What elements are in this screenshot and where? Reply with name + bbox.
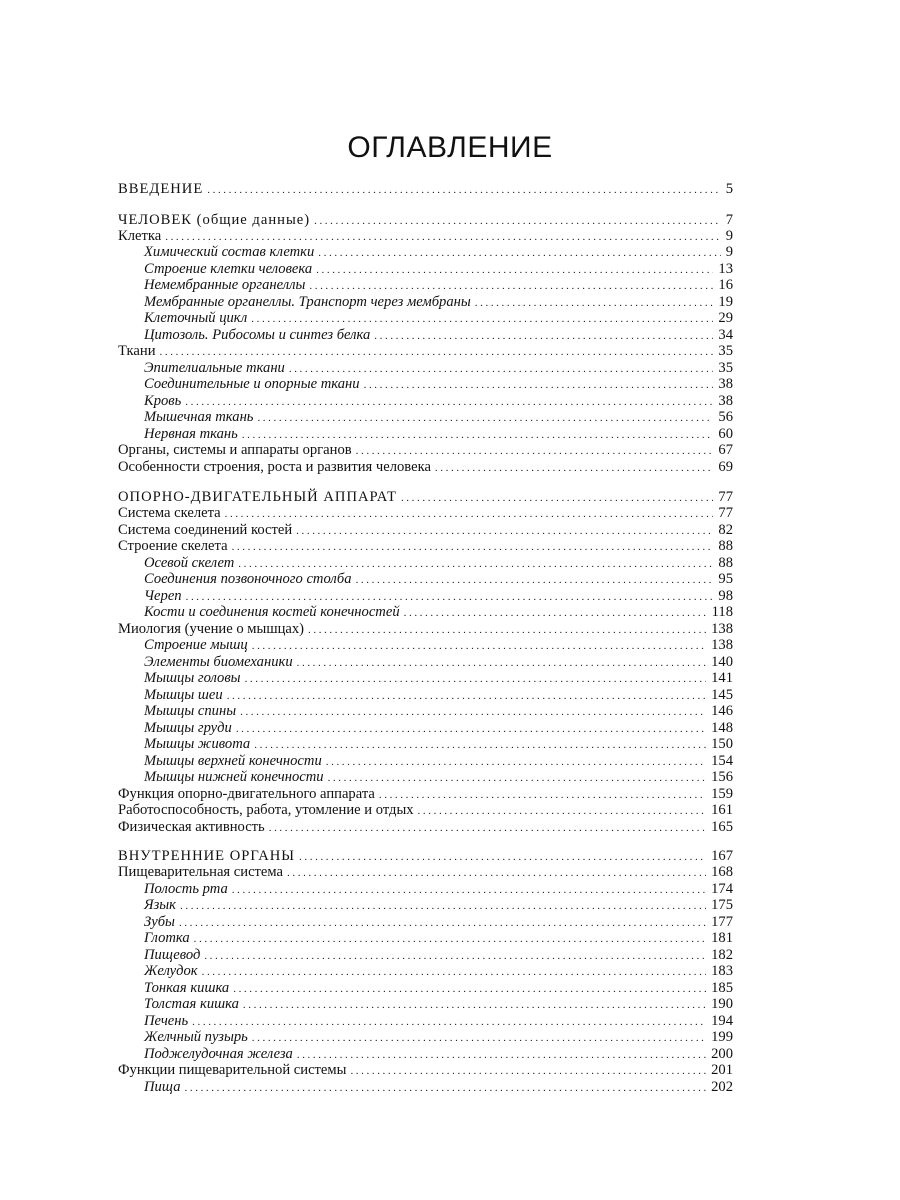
toc-entry-page: 150	[711, 736, 733, 752]
toc-subentry[interactable]	[0, 897, 733, 914]
dot-leader	[257, 410, 713, 427]
toc-entry-label: Мембранные органеллы. Транспорт через мембраны	[144, 294, 471, 310]
toc-entry-page: 60	[718, 426, 733, 442]
toc-entry-label: Пищевод	[144, 947, 201, 963]
toc-entry-label: Система соединений костей	[118, 522, 293, 538]
dot-leader	[309, 278, 713, 295]
toc-subentry[interactable]	[0, 588, 733, 605]
toc-entry-label: Строение скелета	[118, 538, 228, 554]
toc-entry-page: 38	[718, 393, 733, 409]
toc-entry[interactable]	[0, 343, 733, 360]
dot-leader	[254, 737, 706, 754]
dot-leader	[240, 704, 706, 721]
toc-subentry[interactable]	[0, 881, 733, 898]
toc-subentry[interactable]	[0, 376, 733, 393]
toc-subentry[interactable]	[0, 654, 733, 671]
toc-entry-label: Физическая активность	[118, 819, 265, 835]
toc-subentry[interactable]	[0, 426, 733, 443]
toc-entry-label: Печень	[144, 1013, 189, 1029]
toc-entry-page: 29	[718, 310, 733, 326]
toc-subentry[interactable]	[0, 555, 733, 572]
page-title: ОГЛАВЛЕНИЕ	[347, 131, 553, 164]
toc-subentry[interactable]	[0, 277, 733, 294]
toc-subentry[interactable]	[0, 571, 733, 588]
toc-entry-label: Желудок	[144, 963, 198, 979]
dot-leader	[232, 539, 714, 556]
toc-entry-label: Немембранные органеллы	[144, 277, 306, 293]
toc-subentry[interactable]	[0, 360, 733, 377]
toc-entry-page: 34	[718, 327, 733, 343]
toc-subentry[interactable]	[0, 393, 733, 410]
toc-entry-page: 88	[718, 538, 733, 554]
dot-leader	[185, 1080, 707, 1097]
toc-entry[interactable]	[0, 459, 733, 476]
toc-entry-page: 118	[711, 604, 733, 620]
toc-entry-label: Клетка	[118, 228, 162, 244]
toc-entry-label: Соединительные и опорные ткани	[144, 376, 360, 392]
toc-subentry[interactable]	[0, 670, 733, 687]
toc-entry-label: ОПОРНО-ДВИГАТЕЛЬНЫЙ АППАРАТ	[118, 489, 397, 505]
toc-entry-label: Мышцы головы	[144, 670, 241, 686]
toc-entry-label: Осевой скелет	[144, 555, 235, 571]
toc-subentry[interactable]	[0, 310, 733, 327]
dot-leader	[356, 443, 714, 460]
toc-subentry[interactable]	[0, 1079, 733, 1096]
toc-entry-label: Строение клетки человека	[144, 261, 313, 277]
toc-entry-page: 159	[711, 786, 733, 802]
toc-entry-page: 138	[711, 621, 733, 637]
toc-entry[interactable]	[0, 505, 733, 522]
toc-subentry[interactable]	[0, 947, 733, 964]
toc-entry-label: Кости и соединения костей конечностей	[144, 604, 400, 620]
dot-leader	[243, 997, 706, 1014]
toc-entry-section[interactable]	[0, 181, 733, 198]
toc-entry-label: ЧЕЛОВЕК (общие данные)	[118, 212, 311, 228]
dot-leader	[225, 506, 714, 523]
toc-entry-label: Кровь	[144, 393, 182, 409]
toc-entry-label: Мышцы верхней конечности	[144, 753, 322, 769]
toc-subentry[interactable]	[0, 1046, 733, 1063]
dot-leader	[180, 898, 706, 915]
toc-entry-label: Функции пищеварительной системы	[118, 1062, 347, 1078]
toc-entry-page: 183	[711, 963, 733, 979]
toc-entry-label: Строение мышц	[144, 637, 248, 653]
dot-leader	[364, 377, 714, 394]
toc-subentry[interactable]	[0, 703, 733, 720]
toc-subentry[interactable]	[0, 1029, 733, 1046]
toc-entry-section[interactable]	[0, 848, 733, 865]
toc-subentry[interactable]	[0, 261, 733, 278]
toc-entry-page: 167	[711, 848, 733, 864]
toc-entry[interactable]	[0, 786, 733, 803]
toc-entry[interactable]	[0, 819, 733, 836]
toc-entry-page: 67	[718, 442, 733, 458]
toc-entry-page: 35	[718, 343, 733, 359]
toc-entry-label: Цитозоль. Рибосомы и синтез белка	[144, 327, 371, 343]
toc-entry-label: Тонкая кишка	[144, 980, 230, 996]
toc-entry-label: Желчный пузырь	[144, 1029, 248, 1045]
toc-subentry[interactable]	[0, 687, 733, 704]
toc-subentry[interactable]	[0, 914, 733, 931]
toc-entry-page: 98	[718, 588, 733, 604]
dot-leader	[328, 770, 707, 787]
toc-entry[interactable]	[0, 228, 733, 245]
toc-subentry[interactable]	[0, 769, 733, 786]
toc-entry-label: Миология (учение о мышцах)	[118, 621, 305, 637]
toc-entry-page: 146	[711, 703, 733, 719]
toc-entry-label: Соединения позвоночного столба	[144, 571, 352, 587]
toc-entry[interactable]	[0, 864, 733, 881]
toc-subentry[interactable]	[0, 980, 733, 997]
dot-leader	[160, 344, 714, 361]
toc-entry-page: 165	[711, 819, 733, 835]
toc-entry-page: 19	[718, 294, 733, 310]
toc-entry-page: 13	[718, 261, 733, 277]
toc-entry-label: Эпителиальные ткани	[144, 360, 285, 376]
toc-entry-page: 77	[718, 505, 733, 521]
toc-entry-page: 202	[711, 1079, 733, 1095]
toc-entry-page: 148	[711, 720, 733, 736]
toc-entry-label: Особенности строения, роста и развития человека	[118, 459, 431, 475]
toc-entry-page: 190	[711, 996, 733, 1012]
toc-entry-page: 201	[711, 1062, 733, 1078]
toc-subentry[interactable]	[0, 294, 733, 311]
toc-subentry[interactable]	[0, 753, 733, 770]
toc-entry-label: Нервная ткань	[144, 426, 238, 442]
toc-entry-label: Мышцы спины	[144, 703, 237, 719]
toc-entry[interactable]	[0, 442, 733, 459]
toc-entry-label: Пища	[144, 1079, 181, 1095]
dot-leader	[356, 572, 714, 589]
toc-entry-page: 200	[711, 1046, 733, 1062]
dot-leader	[269, 820, 706, 837]
toc-entry[interactable]	[0, 538, 733, 555]
toc-entry-label: Мышцы груди	[144, 720, 232, 736]
toc-entry-page: 156	[711, 769, 733, 785]
dot-leader	[245, 671, 707, 688]
dot-leader	[435, 460, 713, 477]
toc-entry-label: Мышцы шеи	[144, 687, 223, 703]
toc-entry[interactable]	[0, 1062, 733, 1079]
toc-entry-page: 9	[725, 228, 733, 244]
dot-leader	[318, 245, 720, 262]
toc-entry-page: 141	[711, 670, 733, 686]
toc-entry-label: Толстая кишка	[144, 996, 239, 1012]
toc-subentry[interactable]	[0, 327, 733, 344]
toc-entry-label: Элементы биомеханики	[144, 654, 293, 670]
dot-leader	[287, 865, 706, 882]
toc-subentry[interactable]	[0, 720, 733, 737]
toc-entry-page: 38	[718, 376, 733, 392]
toc-entry-page: 77	[718, 489, 733, 505]
toc-entry[interactable]	[0, 802, 733, 819]
toc-entry-label: Глотка	[144, 930, 190, 946]
toc-entry-label: Пищеварительная система	[118, 864, 284, 880]
dot-leader	[404, 605, 707, 622]
toc-entry-label: Функция опорно-двигательного аппарата	[118, 786, 375, 802]
dot-leader	[350, 1063, 706, 1080]
toc-entry-page: 182	[711, 947, 733, 963]
toc-entry-page: 7	[725, 212, 733, 228]
toc-entry-page: 9	[725, 244, 733, 260]
toc-entry-page: 154	[711, 753, 733, 769]
toc-entry-page: 88	[718, 555, 733, 571]
toc-entry-label: Органы, системы и аппараты органов	[118, 442, 352, 458]
dot-leader	[252, 638, 706, 655]
toc-subentry[interactable]	[0, 930, 733, 947]
toc-entry-label: Мышцы живота	[144, 736, 251, 752]
toc-entry-label: ВВЕДЕНИЕ	[118, 181, 204, 197]
toc-subentry[interactable]	[0, 637, 733, 654]
toc-entry-label: Мышечная ткань	[144, 409, 254, 425]
toc-subentry[interactable]	[0, 996, 733, 1013]
toc-entry-page: 82	[718, 522, 733, 538]
dot-leader	[194, 931, 706, 948]
toc-entry-label: Зубы	[144, 914, 175, 930]
toc-entry-label: Язык	[144, 897, 176, 913]
toc-entry-label: Поджелудочная железа	[144, 1046, 293, 1062]
toc-subentry[interactable]	[0, 736, 733, 753]
toc-entry-page: 185	[711, 980, 733, 996]
toc-entry-page: 69	[718, 459, 733, 475]
toc-entry-label: Мышцы нижней конечности	[144, 769, 324, 785]
toc-entry-label: Полость рта	[144, 881, 228, 897]
toc-entry-page: 174	[711, 881, 733, 897]
toc-entry[interactable]	[0, 621, 733, 638]
dot-leader	[202, 964, 707, 981]
toc-entry-page: 175	[711, 897, 733, 913]
toc-entry-page: 168	[711, 864, 733, 880]
toc-entry-label: Химический состав клетки	[144, 244, 315, 260]
toc-subentry[interactable]	[0, 244, 733, 261]
toc-entry-label: Клеточный цикл	[144, 310, 248, 326]
toc-entry-page: 194	[711, 1013, 733, 1029]
toc-entry-page: 5	[725, 181, 733, 197]
toc-entry-page: 161	[711, 802, 733, 818]
toc-entry-page: 35	[718, 360, 733, 376]
toc-entry-page: 199	[711, 1029, 733, 1045]
toc-entry-label: Система скелета	[118, 505, 221, 521]
toc-entry-page: 177	[711, 914, 733, 930]
toc-entry-page: 138	[711, 637, 733, 653]
toc-subentry[interactable]	[0, 963, 733, 980]
toc-entry-page: 145	[711, 687, 733, 703]
toc-subentry[interactable]	[0, 604, 733, 621]
toc-subentry[interactable]	[0, 1013, 733, 1030]
toc-entry-label: Работоспособность, работа, утомление и отдых	[118, 802, 414, 818]
dot-leader	[207, 182, 720, 199]
toc-entry-page: 16	[718, 277, 733, 293]
dot-leader	[252, 1030, 706, 1047]
toc-entry-page: 181	[711, 930, 733, 946]
toc-entry-page: 95	[718, 571, 733, 587]
dot-leader	[418, 803, 707, 820]
toc-entry[interactable]	[0, 522, 733, 539]
toc-entry-label: Череп	[144, 588, 182, 604]
toc-entry-label: ВНУТРЕННИЕ ОРГАНЫ	[118, 848, 296, 864]
toc-subentry[interactable]	[0, 409, 733, 426]
toc-entry-page: 56	[718, 409, 733, 425]
dot-leader	[251, 311, 713, 328]
toc-entry-label: Ткани	[118, 343, 156, 359]
toc-entry-section[interactable]	[0, 212, 733, 229]
toc-entry-section[interactable]	[0, 489, 733, 506]
toc-entry-page: 140	[711, 654, 733, 670]
